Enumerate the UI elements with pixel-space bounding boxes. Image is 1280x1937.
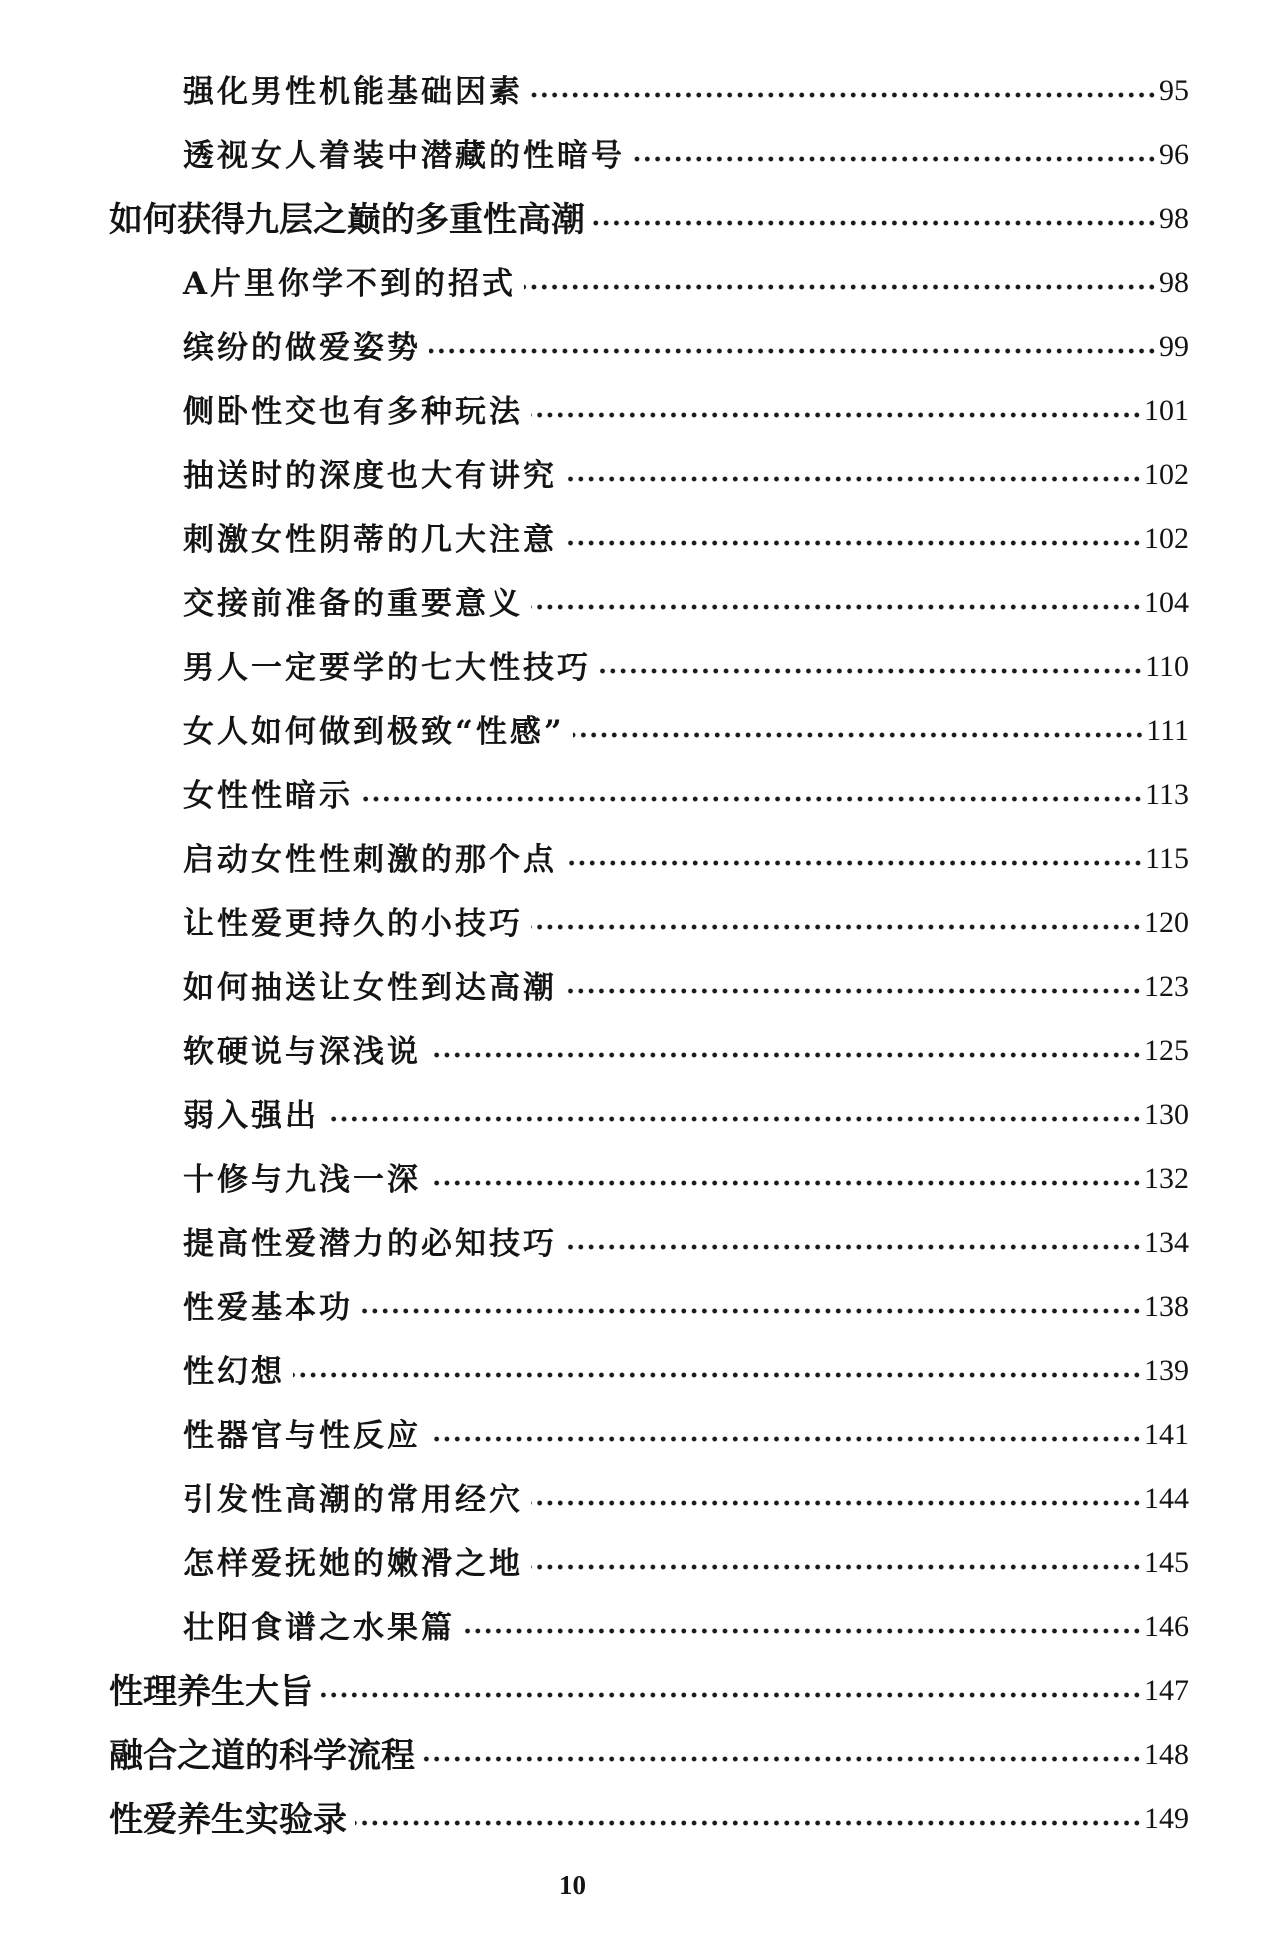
toc-section-entry [183,1082,1189,1142]
dot-leader [429,1435,1142,1443]
entry-page: 120 [1144,906,1189,939]
toc-section-entry [183,1530,1189,1590]
entry-page: 98 [1159,266,1189,299]
entry-title: 侧卧性交也有多种玩法 [183,393,523,430]
entry-title: 软硬说与深浅说 [183,1033,421,1070]
entry-page: 110 [1145,650,1189,683]
entry-title: 提高性爱潜力的必知技巧 [183,1225,557,1262]
entry-title: 如何获得九层之巅的多重性高潮 [109,199,585,240]
entry-page: 113 [1145,778,1189,811]
entry-page: 96 [1159,138,1189,171]
entry-title: 男人一定要学的七大性技巧 [183,649,591,686]
dot-leader [531,603,1142,611]
entry-page: 132 [1144,1162,1189,1195]
toc-section-entry [183,122,1189,182]
entry-page: 130 [1144,1098,1189,1131]
entry-title: 性爱养生实验录 [109,1799,347,1840]
toc-section-entry [183,1594,1189,1654]
entry-page: 95 [1159,74,1189,107]
toc-section-entry [183,1018,1189,1078]
entry-page: 111 [1146,714,1189,747]
toc-section-entry [183,506,1189,566]
entry-title: 让性爱更持久的小技巧 [183,905,523,942]
entry-page: 148 [1144,1738,1189,1771]
entry-title: 融合之道的科学流程 [109,1735,415,1776]
entry-page: 134 [1144,1226,1189,1259]
entry-page: 115 [1145,842,1189,875]
entry-title: 怎样爱抚她的嫩滑之地 [183,1545,523,1582]
entry-page: 141 [1144,1418,1189,1451]
entry-page: 99 [1159,330,1189,363]
toc-section-entry [183,1402,1189,1462]
entry-title: 如何抽送让女性到达高潮 [183,969,557,1006]
entry-page: 138 [1144,1290,1189,1323]
entry-page: 146 [1144,1610,1189,1643]
dot-leader [423,1755,1142,1763]
dot-leader [531,923,1142,931]
dot-leader [593,219,1157,227]
entry-title: 十修与九浅一深 [183,1161,421,1198]
toc-section-entry [183,1274,1189,1334]
toc-section-entry [183,1210,1189,1270]
toc-section-entry [183,1466,1189,1526]
dot-leader [531,411,1142,419]
entry-title: 交接前准备的重要意义 [183,585,523,622]
toc-section-entry [183,58,1189,118]
dot-leader [633,155,1157,163]
dot-leader [565,859,1143,867]
entry-page: 102 [1144,522,1189,555]
dot-leader [565,987,1142,995]
toc-section-entry [183,698,1189,758]
dot-leader [531,1499,1142,1507]
dot-leader [355,1819,1142,1827]
entry-title: 强化男性机能基础因素 [183,73,523,110]
entry-title: 弱入强出 [183,1097,319,1134]
entry-page: 98 [1159,202,1189,235]
toc-section-entry [183,634,1189,694]
toc-section-entry [183,570,1189,630]
toc-section-entry [183,1146,1189,1206]
entry-page: 147 [1144,1674,1189,1707]
dot-leader [531,91,1157,99]
dot-leader [531,1563,1142,1571]
entry-title: 性理养生大旨 [109,1671,313,1712]
entry-title: 性幻想 [183,1353,285,1390]
toc-section-entry [183,954,1189,1014]
entry-page: 144 [1144,1482,1189,1515]
entry-title: 女性性暗示 [183,777,353,814]
toc-chapter-entry [109,1722,1189,1782]
entry-page: 149 [1144,1802,1189,1835]
dot-leader [293,1371,1142,1379]
dot-leader [429,347,1157,355]
toc-section-entry [183,378,1189,438]
page-number: 10 [559,1870,586,1900]
entry-page: 102 [1144,458,1189,491]
toc-section-entry [183,762,1189,822]
dot-leader [524,283,1157,291]
dot-leader [429,1179,1142,1187]
entry-page: 145 [1144,1546,1189,1579]
dot-leader [321,1691,1142,1699]
toc-chapter-entry [109,186,1189,246]
dot-leader [565,1243,1142,1251]
entry-title: 壮阳食谱之水果篇 [183,1609,455,1646]
entry-title: 缤纷的做爱姿势 [183,329,421,366]
dot-leader [565,539,1142,547]
entry-title: A片里你学不到的招式 [183,265,517,302]
entry-page: 125 [1144,1034,1189,1067]
dot-leader [327,1115,1142,1123]
entry-title: 启动女性性刺激的那个点 [183,841,557,878]
toc-section-entry [183,250,1189,310]
entry-page: 139 [1144,1354,1189,1387]
toc-section-entry [183,442,1189,502]
entry-title: 女人如何做到极致“性感” [183,713,565,750]
entry-title: 刺激女性阴蒂的几大注意 [183,521,557,558]
entry-title: 抽送时的深度也大有讲究 [183,457,557,494]
dot-leader [565,475,1142,483]
dot-leader [599,667,1143,675]
dot-leader [361,795,1143,803]
dot-leader [429,1051,1142,1059]
dot-leader [573,731,1145,739]
entry-title: 性器官与性反应 [183,1417,421,1454]
entry-title: 透视女人着装中潜藏的性暗号 [183,137,625,174]
toc-section-entry [183,1338,1189,1398]
toc-section-entry [183,826,1189,886]
toc-chapter-entry [109,1658,1189,1718]
entry-title: 性爱基本功 [183,1289,353,1326]
entry-page: 123 [1144,970,1189,1003]
toc-section-entry [183,314,1189,374]
entry-page: 101 [1144,394,1189,427]
toc-section-entry [183,890,1189,950]
toc-chapter-entry [109,1786,1189,1846]
entry-page: 104 [1144,586,1189,619]
dot-leader [361,1307,1142,1315]
entry-title: 引发性高潮的常用经穴 [183,1481,523,1518]
dot-leader [463,1627,1142,1635]
